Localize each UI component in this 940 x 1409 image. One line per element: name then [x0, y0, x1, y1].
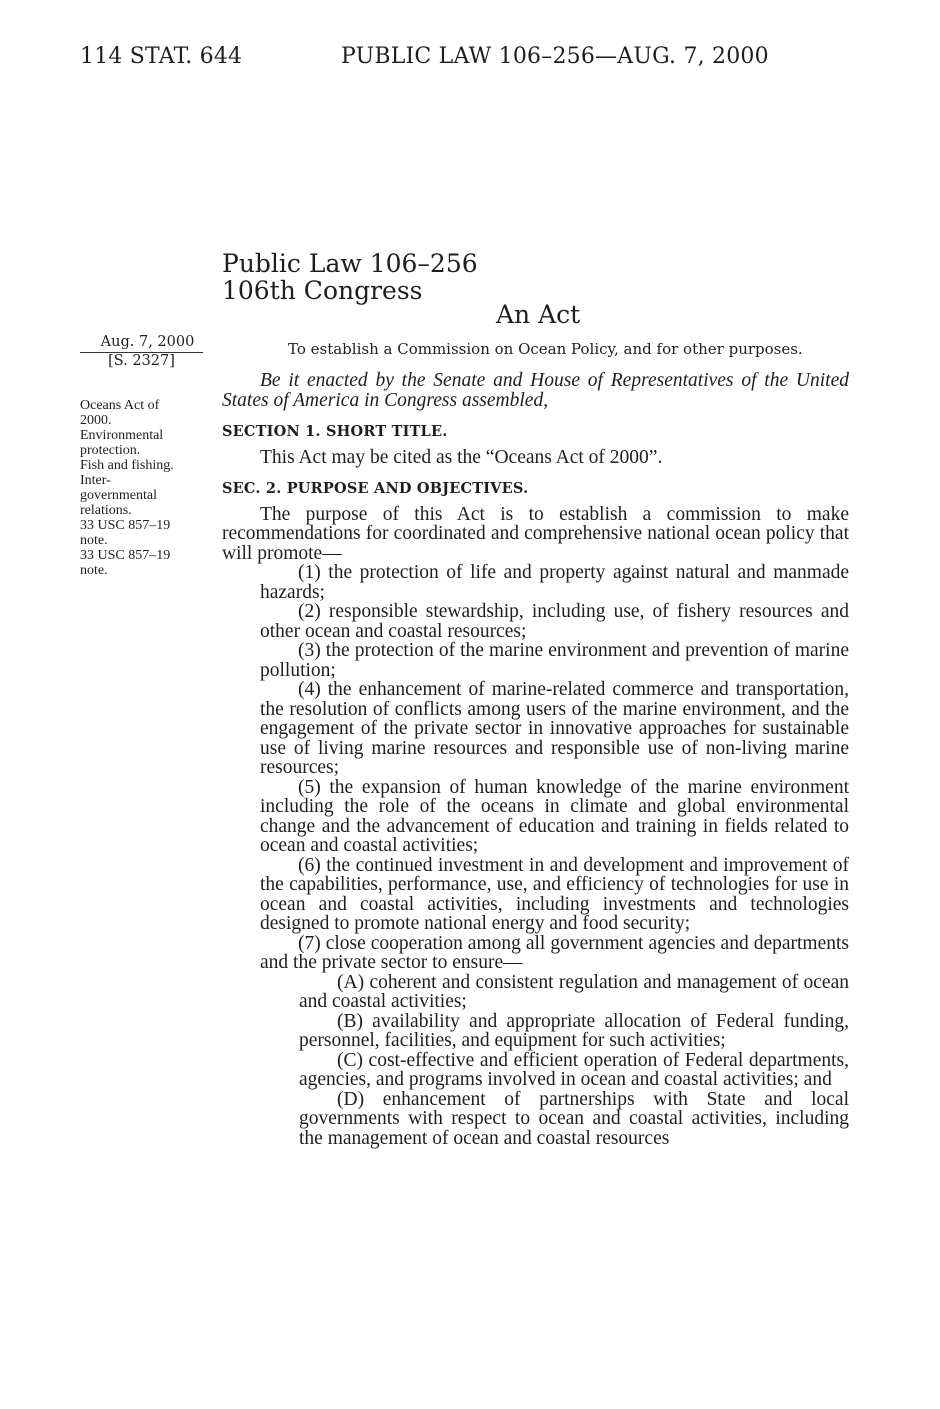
objective-subitem: (B) availability and appropriate allocation of Federal funding, personnel, facilities, and equipment for such activities; — [299, 1010, 849, 1051]
margin-note: relations. — [80, 503, 132, 518]
section-1-text: This Act may be cited as the “Oceans Act of 2000”. — [260, 446, 663, 468]
margin-note: Fish and fishing. — [80, 458, 174, 473]
margin-note: Oceans Act of — [80, 398, 160, 413]
enactment-date: Aug. 7, 2000 — [80, 334, 203, 353]
margin-note: protection. — [80, 443, 141, 458]
law-title-block — [222, 250, 478, 304]
section-1-heading: SECTION 1. SHORT TITLE. — [222, 423, 448, 440]
margin-note: 33 USC 857–19 — [80, 548, 171, 563]
objective-item: (4) the enhancement of marine-related commerce and transportation, the resolution of conflicts among users of the marine environment, and the engagement of the private sector in innovative approaches for sustainable use of living marine resources and responsible use of non-living marine resources; — [260, 679, 849, 778]
objective-item: (7) close cooperation among all government agencies and departments and the private sector to ensure— — [260, 932, 849, 973]
objective-item: (6) the continued investment in and development and improvement of the capabilities, performance, use, and efficiency of technologies for use in ocean and coastal activities, including investments and technologies designed to promote national energy and food security; — [260, 854, 849, 934]
margin-notes — [80, 398, 208, 578]
bill-number: [S. 2327] — [108, 353, 175, 369]
act-body — [222, 371, 849, 1148]
margin-note: note. — [80, 533, 108, 548]
margin-note: 33 USC 857–19 — [80, 518, 171, 533]
margin-note: Environmental — [80, 428, 164, 443]
congress: 106th Congress — [222, 276, 423, 305]
objective-subitem: (A) coherent and consistent regulation and management of ocean and coastal activities; — [299, 971, 849, 1012]
law-number: Public Law 106–256 — [222, 249, 478, 278]
margin-note: Inter- — [80, 473, 111, 488]
objective-subitem: (C) cost-effective and efficient operation of Federal departments, agencies, and programs involved in ocean and coastal activities; and — [299, 1049, 849, 1090]
objective-item: (2) responsible stewardship, including use, of fishery resources and other ocean and coastal resources; — [260, 601, 849, 642]
margin-note: 2000. — [80, 413, 112, 428]
objective-subitem: (D) enhancement of partnerships with State and local governments with respect to ocean and coastal activities, including the management of ocean and coastal resources — [299, 1088, 849, 1149]
margin-note: governmental — [80, 488, 157, 503]
objective-item: (1) the protection of life and property against natural and manmade hazards; — [260, 562, 849, 603]
objective-item: (3) the protection of the marine environment and prevention of marine pollution; — [260, 640, 849, 681]
section-2-heading: SEC. 2. PURPOSE AND OBJECTIVES. — [222, 480, 529, 497]
enacting-clause: Be it enacted by the Senate and House of Representatives of the United States of America in Congress assembled, — [222, 370, 849, 411]
margin-date-block — [80, 334, 203, 370]
margin-note: note. — [80, 563, 108, 578]
objective-item: (5) the expansion of human knowledge of the marine environment including the role of the oceans in climate and global environmental change and the advancement of education and training in fields related to ocean and coastal activities; — [260, 776, 849, 856]
stat-page-number: 114 STAT. 644 — [80, 44, 243, 69]
act-purpose: To establish a Commission on Ocean Policy, and for other purposes. — [288, 340, 803, 358]
section-2-intro: The purpose of this Act is to establish a commission to make recommendations for coordinated and comprehensive national ocean policy that will promote— — [222, 503, 849, 564]
running-head: PUBLIC LAW 106–256—AUG. 7, 2000 — [341, 44, 769, 69]
act-heading: An Act — [496, 300, 581, 329]
